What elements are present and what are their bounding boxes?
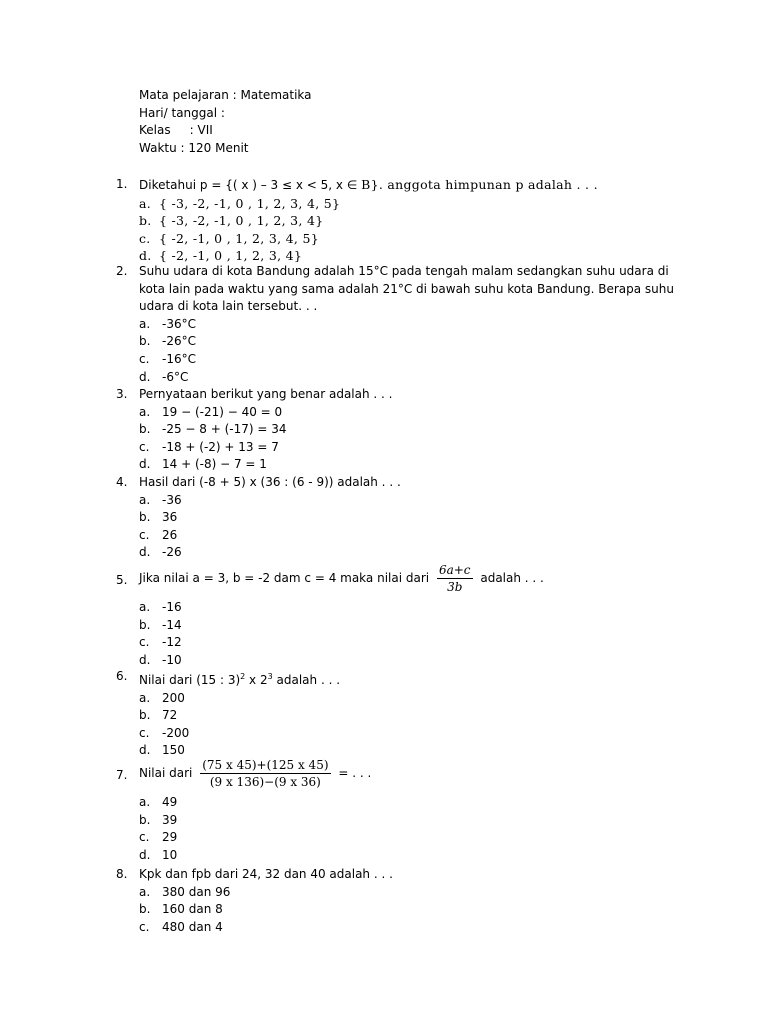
option-list bbox=[139, 404, 676, 474]
option-list bbox=[139, 884, 676, 937]
option-a: a. 380 dan 96 bbox=[139, 884, 231, 899]
option-d: d. 14 + (-8) − 7 = 1 bbox=[139, 457, 267, 472]
question-number: 5. bbox=[116, 573, 128, 587]
option-b: b. 160 dan 8 bbox=[139, 902, 223, 917]
option-a: a. -36°C bbox=[139, 316, 196, 331]
question-text: Suhu udara di kota Bandung adalah 15°C pada tengah malam sedangkan suhu udara di kota lain pada waktu yang sama adalah 21°C di bawah suhu kota Bandung. Berapa suhu udara di kota lain tersebut. . . bbox=[139, 264, 674, 314]
question-text: Hasil dari (-8 + 5) x (36 : (6 - 9)) adalah . . . bbox=[139, 475, 401, 489]
option-d: d. -26 bbox=[139, 545, 182, 560]
question-4 bbox=[116, 474, 676, 562]
question-number: 1. bbox=[116, 177, 128, 191]
subject-line: Mata pelajaran : Matematika bbox=[139, 88, 312, 102]
question-text: Nilai dari $\frac{(75 x 45)+(125 x 45)}{(9 x 136)-(9 x 36)}$ = . . . bbox=[139, 758, 372, 789]
question-1 bbox=[116, 176, 676, 265]
option-c: c. 480 dan 4 bbox=[139, 919, 223, 934]
option-list bbox=[139, 195, 676, 265]
option-list bbox=[139, 599, 676, 669]
option-b: b. -14 bbox=[139, 617, 182, 632]
question-text: Kpk dan fpb dari 24, 32 dan 40 adalah . . . bbox=[139, 867, 393, 881]
option-c: c. -18 + (-2) + 13 = 7 bbox=[139, 439, 279, 454]
option-b: b. -26°C bbox=[139, 334, 196, 349]
option-a: a. -36 bbox=[139, 492, 182, 507]
option-a: a. 200 bbox=[139, 690, 185, 705]
date-line: Hari/ tanggal : bbox=[139, 105, 225, 120]
question-8 bbox=[116, 866, 676, 936]
option-d: d. { -2, -1, 0 , 1, 2, 3, 4} bbox=[139, 248, 303, 264]
question-number: 8. bbox=[116, 867, 128, 881]
option-d: d. -6°C bbox=[139, 369, 189, 384]
option-a: a. 19 − (-21) − 40 = 0 bbox=[139, 404, 283, 419]
option-list bbox=[139, 492, 676, 562]
question-number: 2. bbox=[116, 264, 128, 278]
option-list bbox=[139, 794, 676, 864]
option-b: b. 36 bbox=[139, 510, 178, 525]
question-5 bbox=[116, 562, 676, 669]
option-c: c. 29 bbox=[139, 830, 178, 845]
class-line: Kelas : VII bbox=[139, 123, 213, 138]
option-b: b. -25 − 8 + (-17) = 34 bbox=[139, 422, 287, 437]
option-c: c. -200 bbox=[139, 725, 190, 740]
question-text: Jika nilai a = 3, b = -2 dam c = 4 maka nilai dari $\frac{6a+c}{3b}$ adalah . . . bbox=[139, 563, 544, 594]
option-a: a. { -3, -2, -1, 0 , 1, 2, 3, 4, 5} bbox=[139, 195, 341, 211]
question-text: Diketahui p = {( x ) – 3 ≤ x < 5, x ∈ B}. anggota himpunan p adalah . . . bbox=[139, 177, 598, 192]
question-number: 3. bbox=[116, 387, 128, 401]
question-6 bbox=[116, 668, 676, 760]
time-line: Waktu : 120 Menit bbox=[139, 140, 249, 155]
option-d: d. -10 bbox=[139, 652, 182, 667]
option-list bbox=[139, 690, 676, 760]
option-a: a. 49 bbox=[139, 795, 178, 809]
fraction: $\frac{(75 x 45)+(125 x 45)}{(9 x 136)-(9 x 36)}$ bbox=[202, 758, 329, 789]
question-number: 6. bbox=[116, 669, 128, 683]
fraction: $\frac{6a+c}{3b}$ bbox=[438, 563, 471, 594]
option-b: b. { -3, -2, -1, 0 , 1, 2, 3, 4} bbox=[139, 213, 324, 229]
option-c: c. -12 bbox=[139, 635, 182, 650]
question-7 bbox=[116, 757, 676, 864]
question-text: Nilai dari (15 : 3)$^2$ x $2^3$ adalah . . . bbox=[139, 672, 341, 687]
question-number: 4. bbox=[116, 475, 128, 489]
option-list bbox=[139, 316, 676, 386]
exam-header bbox=[139, 87, 312, 157]
option-c: c. -16°C bbox=[139, 351, 196, 366]
question-text: Pernyataan berikut yang benar adalah . . . bbox=[139, 387, 393, 401]
option-b: b. 39 bbox=[139, 812, 178, 827]
option-d: d. 150 bbox=[139, 743, 185, 758]
option-a: a. -16 bbox=[139, 600, 182, 614]
option-c: c. { -2, -1, 0 , 1, 2, 3, 4, 5} bbox=[139, 230, 319, 246]
option-b: b. 72 bbox=[139, 708, 178, 723]
question-3 bbox=[116, 386, 676, 474]
question-2 bbox=[116, 263, 676, 386]
option-c: c. 26 bbox=[139, 527, 178, 542]
question-number: 7. bbox=[116, 768, 128, 782]
option-d: d. 10 bbox=[139, 847, 178, 862]
